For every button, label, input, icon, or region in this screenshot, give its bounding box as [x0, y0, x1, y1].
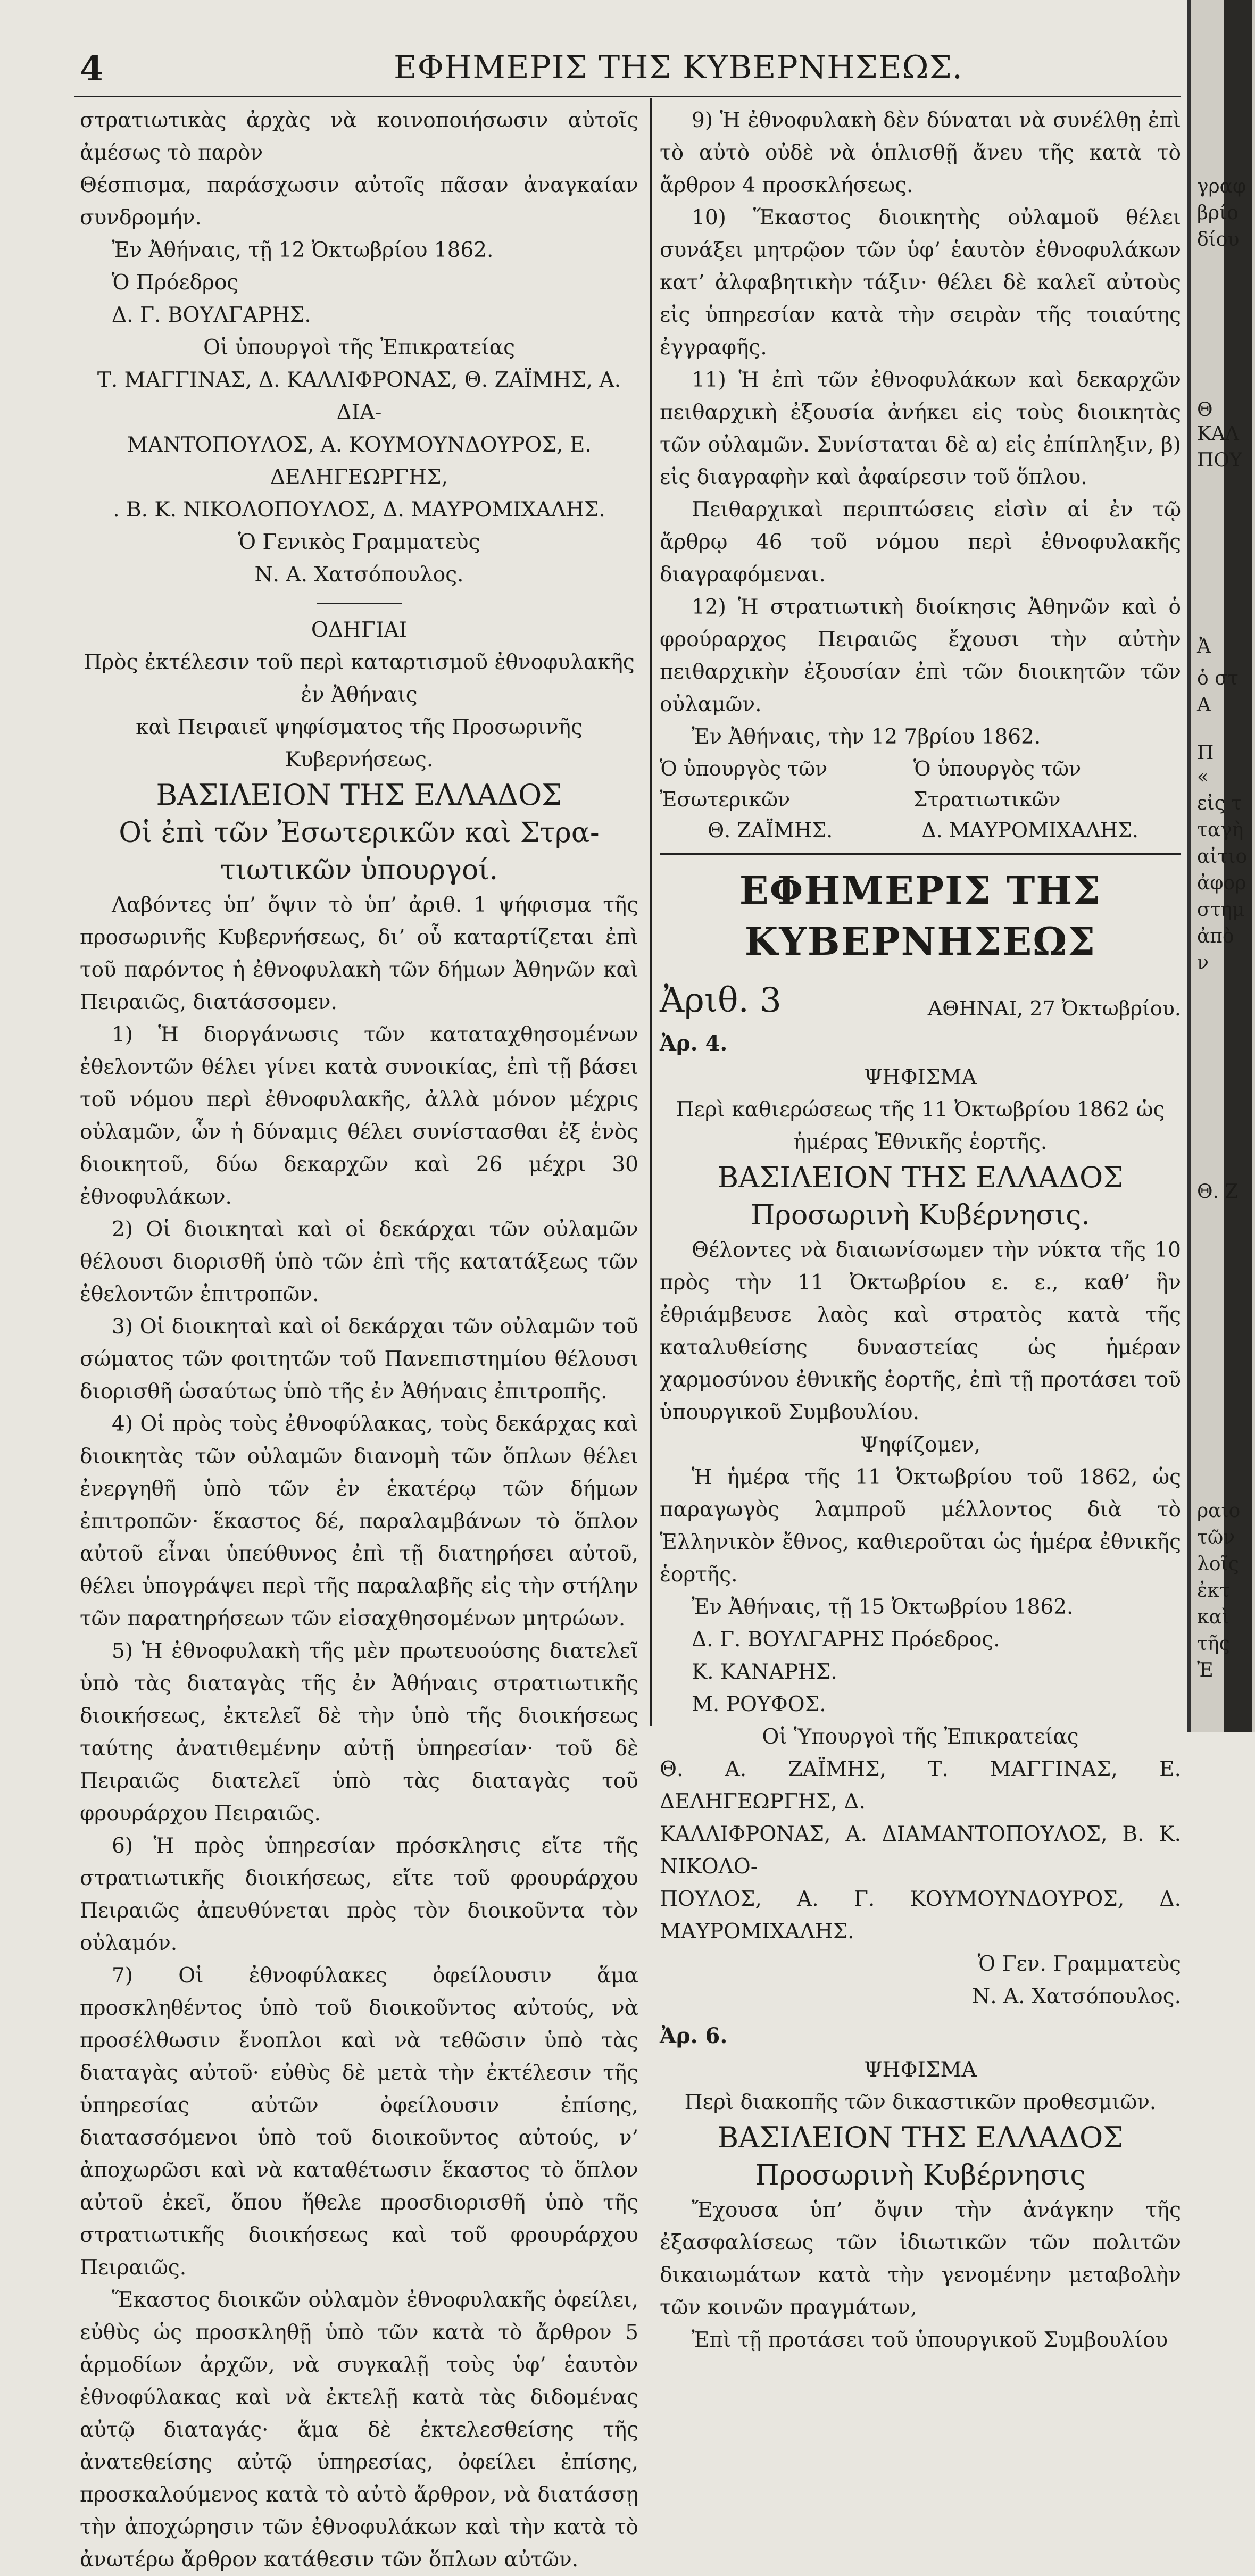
issue-row: [660, 967, 1181, 1020]
decree-sub: Περὶ καθιερώσεως τῆς 11 Ὀκτωβρίου 1862 ὡς ἡμέρας Ἐθνικῆς ἑορτῆς.: [676, 1098, 1165, 1154]
paragraph: Ἡ ἡμέρα τῆς 11 Ὀκτωβρίου τοῦ 1862, ὡς παραγωγὸς λαμπροῦ μέλλοντος διὰ τὸ Ἑλληνικὸν ἔθνος, καθιεροῦται ὡς ἡμέρα ἐθνικῆς ἑορτῆς.: [660, 1465, 1181, 1587]
instructions-heading: ΟΔΗΓΙΑΙ: [311, 618, 408, 642]
paragraph: 9) Ἡ ἐθνοφυλακὴ δὲν δύναται νὰ συνέλθῃ ἐπὶ τὸ αὐτὸ οὐδὲ νὰ ὁπλισθῇ ἄνευ τῆς κατὰ τὸ ἄρθρον 4 προσκλήσεως.: [660, 109, 1181, 197]
edge-fragment-text: αἰτιο: [1197, 846, 1248, 868]
paragraph: 3) Οἱ διοικηταὶ καὶ οἱ δεκάρχαι τῶν οὐλαμῶν τοῦ σώματος τῶν φοιτητῶν τοῦ Πανεπιστημίου θέλουσι διορισθῆ ὡσαύτως ὑπὸ τῆς ἐν Ἀθήναις ἐπιτροπῆς.: [80, 1315, 638, 1404]
government-heading: Προσωρινὴ Κυβέρνησις: [755, 2160, 1086, 2191]
decree-number: Ἀρ. 4.: [660, 1031, 728, 1056]
paragraph: Λαβόντες ὑπ’ ὄψιν τὸ ὑπ’ ἀριθ. 1 ψήφισμα τῆς προσωρινῆς Κυβερνήσεως, δι’ οὗ καταρτίζεται ἐπὶ τοῦ παρόντος ἡ ἐθνοφυλακὴ τῶν δήμων Ἀθηνῶν καὶ Πειραιῶς, διατάσσομεν.: [80, 893, 638, 1014]
paragraph: 1) Ἡ διοργάνωσις τῶν καταταχθησομένων ἐθελοντῶν θέλει γίνει κατὰ συνοικίας, ἐπὶ τῇ βάσει τοῦ νόμου περὶ ἐθνοφυλακῆς, ἀλλὰ μόνον μέχρις οὐλαμῶν, ὧν ἡ δύναμις θέλει συνίστασθαι ἐξ ἑνὸς διοικητοῦ, δύω δεκαρχῶν καὶ 26 μέχρι 30 ἐθνοφυλάκων.: [80, 1023, 638, 1209]
edge-fragment-text: ν: [1197, 952, 1209, 974]
kingdom-heading: ΒΑΣΙΛΕΙΟΝ ΤΗΣ ΕΛΛΑΔΟΣ: [717, 2121, 1124, 2154]
paragraph: 4) Οἱ πρὸς τοὺς ἐθνοφύλακας, τοὺς δεκάρχας καὶ διοικητὰς τῶν οὐλαμῶν διανομὴ τῶν ὅπλων θέλει ἐνεργηθῆ ὑπὸ τῶν ἐν ἑκατέρῳ τῶν δήμων ἐπιτροπῶν· ἕκαστος δέ, παραλαμβάνων τὸ ὅπλον αὐτοῦ εἶναι ὑπεύθυνος ἐπὶ τῇ διατηρήσει αὐτοῦ, θέλει ὑπογράψει περὶ τῆς παραλαβῆς εἰς τὴν στήλην τῶν παρατηρήσεων τῶν εἰσαχθησομένων μητρώων.: [80, 1412, 638, 1631]
section-rule: [317, 603, 402, 604]
edge-fragment-text: ΚΑΛ: [1197, 423, 1239, 445]
edge-fragment-text: ταγὴ: [1197, 819, 1244, 841]
edge-fragment-text: Ἐ: [1197, 1660, 1214, 1681]
ministers-title: Οἱ ὑπουργοὶ τῆς Ἐπικρατείας: [203, 336, 515, 360]
edge-fragment-text: Α: [1197, 694, 1211, 716]
decree-date: Ἐν Ἀθήναις, τῇ 15 Ὀκτωβρίου 1862.: [692, 1595, 1074, 1619]
decree-heading: ΨΗΦΙΣΜΑ: [864, 2058, 977, 2082]
decree-date: Ἐν Ἀθήναις, τὴν 12 7βρίου 1862.: [692, 725, 1041, 749]
minister-line: . Β. Κ. ΝΙΚΟΛΟΠΟΥΛΟΣ, Δ. ΜΑΥΡΟΜΙΧΑΛΗΣ.: [113, 498, 605, 522]
edge-fragment-text: ἀφορ: [1197, 872, 1246, 894]
paragraph: 5) Ἡ ἐθνοφυλακὴ τῆς μὲν πρωτευούσης διατελεῖ ὑπὸ τὰς διαταγὰς τῆς ἐν Ἀθήναις στρατιωτικῆς διοικήσεως, ἐκτελεῖ δὲ τὴν ὑπὸ τῆς διοικήσεως ταύτης ἀνατιθεμένην αὐτῇ ὑπηρεσίαν· τοῦ δὲ Πειραιῶς διατελεῖ ὑπὸ τὰς διαταγὰς τοῦ φρουράρχου Πειραιῶς.: [80, 1639, 638, 1825]
edge-fragment-text: Θ: [1197, 399, 1213, 421]
secretary-name: Ν. Α. Χατσόπουλος.: [972, 1985, 1181, 2008]
paragraph: Ἕκαστος διοικῶν οὐλαμὸν ἐθνοφυλακῆς ὀφείλει, εὐθὺς ὡς προσκληθῇ ὑπὸ τῶν κατὰ τὸ ἄρθρον 5 ἁρμοδίων ἀρχῶν, νὰ συγκαλῇ τοὺς ὑφ’ ἑαυτὸν ἐθνοφύλακας καὶ νὰ ἐκτελῇ κατὰ τὰς διδομένας αὐτῷ διαταγάς· ἅμα δὲ ἐκτελεσθείσης τῆς ἀνατεθείσης αὐτῷ ὑπηρεσίας, ὀφείλει ἐπίσης, προσκαλούμενος κατὰ τὸ αὐτὸ ἄρθρον, νὰ διατάσσῃ τὴν ἀποχώρησιν τῶν ἐθνοφυλάκων καὶ τὴν κατὰ τὸ ἀνωτέρω ἄρθρον κατάθεσιν τῶν ὅπλων αὐτῶν.: [80, 2288, 638, 2572]
secretary-title: Ὁ Γενικὸς Γραμματεὺς: [238, 530, 480, 554]
edge-fragment-text: ραιο: [1197, 1500, 1241, 1522]
page-title: ΕΦΗΜΕΡΙΣ ΤΗΣ ΚΥΒΕΡΝΗΣΕΩΣ.: [394, 49, 963, 86]
signature-names: [660, 815, 1181, 846]
kingdom-heading: ΒΑΣΙΛΕΙΟΝ ΤΗΣ ΕΛΛΑΔΟΣ: [156, 778, 562, 812]
signer: Μ. ΡΟΥΦΟΣ.: [692, 1693, 826, 1716]
edge-fragment-text: δίου: [1197, 229, 1240, 251]
paragraph: 12) Ἡ στρατιωτικὴ διοίκησις Ἀθηνῶν καὶ ὁ φρούραρχος Πειραιῶς ἔχουσι τὴν αὐτὴν πειθαρχικὴν ἐξουσίαν ἐπὶ τῶν διοικητῶν τῶν οὐλαμῶν.: [660, 595, 1181, 716]
paragraph: Θέλοντες νὰ διαιωνίσωμεν τὴν νύκτα τῆς 10 πρὸς τὴν 11 Ὀκτωβρίου ε. ε., καθ’ ἣν ἐθριάμβευσε λαὸς καὶ στρατὸς κατὰ τῆς καταλυθείσης δυναστείας ὡς ἡμέραν χαρμοσύνου ἐθνικῆς ἑορτῆς, ἐπὶ τῇ προτάσει τοῦ ὑπουργικοῦ Συμβουλίου.: [660, 1238, 1181, 1424]
page-number: 4: [80, 49, 104, 89]
text-line: στρατιωτικὰς ἀρχὰς νὰ κοινοποιήσωσιν αὐτοῖς ἀμέσως τὸ παρὸν: [80, 109, 638, 165]
issue-date: ΑΘΗΝΑΙ, 27 Ὀκτωβρίου.: [927, 997, 1181, 1020]
edge-fragment-text: γραφ: [1197, 176, 1246, 197]
edge-fragment-text: τῶν: [1197, 1527, 1235, 1548]
secretary-name: Ν. Α. Χατσόπουλος.: [254, 563, 464, 587]
minister-line: ΜΑΝΤΟΠΟΥΛΟΣ, Α. ΚΟΥΜΟΥΝΔΟΥΡΟΣ, Ε. ΔΕΛΗΓΕΩΡΓΗΣ,: [127, 433, 592, 489]
sig-right-title: Ὁ ὑπουργὸς τῶν Στρατιωτικῶν: [913, 757, 1082, 811]
edge-fragment-text: ὁ στ: [1197, 668, 1239, 689]
signature-titles: [660, 753, 1181, 815]
ministers-heading: τιωτικῶν ὑπουργοί.: [220, 854, 498, 886]
text-line: Θέσπισμα, παράσχωσιν αὐτοῖς πᾶσαν ἀναγκαίαν συνδρομήν.: [80, 173, 638, 230]
decree-sub: Περὶ διακοπῆς τῶν δικαστικῶν προθεσμιῶν.: [684, 2090, 1157, 2114]
paragraph: Πειθαρχικαὶ περιπτώσεις εἰσὶν αἱ ἐν τῷ ἄρθρῳ 46 τοῦ νόμου περὶ ἐθνοφυλακῆς διαγραφόμεναι.: [660, 498, 1181, 587]
paragraph: Ἔχουσα ὑπ’ ὄψιν τὴν ἀνάγκην τῆς ἐξασφαλίσεως τῶν ἰδιωτικῶν τῶν πολιτῶν δικαιωμάτων κατὰ τὴν γενομένην μεταβολὴν τῶν κοινῶν πραγμάτων,: [660, 2198, 1181, 2320]
sig-left-name: Θ. ΖΑΪΜΗΣ.: [708, 819, 833, 842]
minister-line: ΚΑΛΛΙΦΡΟΝΑΣ, Α. ΔΙΑΜΑΝΤΟΠΟΥΛΟΣ, Β. Κ. ΝΙΚΟΛΟ-: [660, 1822, 1181, 1879]
signer: Κ. ΚΑΝΑΡΗΣ.: [692, 1660, 837, 1684]
decree-word: Ψηφίζομεν,: [860, 1433, 981, 1457]
paragraph: 10) Ἕκαστος διοικητὴς οὐλαμοῦ θέλει συνάξει μητρῷον τῶν ὑφ’ ἑαυτὸν ἐθνοφυλάκων κατ’ ἀλφαβητικὴν τάξιν· θέλει δὲ καλεῖ αὐτοὺς εἰς ὑπηρεσίαν κατὰ τὴν σειρὰν τῆς τοιαύτης ἐγγραφῆς.: [660, 206, 1181, 360]
left-column: [80, 104, 638, 2576]
edge-fragment-text: ἀπὸ: [1197, 926, 1234, 947]
paragraph: 2) Οἱ διοικηταὶ καὶ οἱ δεκάρχαι τῶν οὐλαμῶν θέλουσι διορισθῆ ὑπὸ τῶν ἐπὶ τῆς κατατάξεως τῶν ἐθελοντῶν ἐπιτροπῶν.: [80, 1218, 638, 1306]
ministers-title: Οἱ Ὑπουργοὶ τῆς Ἐπικρατείας: [762, 1725, 1079, 1749]
edge-fragment-text: λοῖς: [1197, 1553, 1239, 1575]
edge-fragment-text: Θ. Ζ: [1197, 1181, 1239, 1203]
column-divider: [650, 98, 652, 1726]
president-title: Ὁ Πρόεδρος: [112, 271, 239, 295]
sig-right-name: Δ. ΜΑΥΡΟΜΙΧΑΛΗΣ.: [921, 819, 1138, 842]
edge-fragment-text: ΠΟΥ: [1197, 449, 1242, 471]
decree-date: Ἐν Ἀθήναις, τῇ 12 Ὀκτωβρίου 1862.: [112, 238, 494, 262]
edge-fragment-text: Π: [1197, 742, 1214, 764]
edge-fragment-text: «: [1197, 766, 1209, 788]
decree-number: Ἀρ. 6.: [660, 2023, 728, 2048]
right-column: [660, 104, 1181, 2356]
paragraph: 11) Ἡ ἐπὶ τῶν ἐθνοφυλάκων καὶ δεκαρχῶν πειθαρχικὴ ἐξουσία ἀνήκει εἰς τοὺς διοικητὰς τῶν οὐλαμῶν. Συνίσταται δὲ α) εἰς ἐπίπληξιν, β) εἰς διαγραφὴν καὶ ἀφαίρεσιν τοῦ ὅπλου.: [660, 368, 1181, 489]
edge-fragment-text: εἰς τ: [1197, 793, 1242, 814]
president-name: Δ. Γ. ΒΟΥΛΓΑΡΗΣ.: [112, 303, 311, 327]
issue-number: Ἀριθ. 3: [660, 981, 782, 1020]
instructions-sub: Πρὸς ἐκτέλεσιν τοῦ περὶ καταρτισμοῦ ἐθνοφυλακῆς ἐν Ἀθήναις: [84, 651, 635, 707]
edge-fragment-text: βρίο: [1197, 202, 1239, 224]
minister-line: ΠΟΥΛΟΣ, Α. Γ. ΚΟΥΜΟΥΝΔΟΥΡΟΣ, Δ. ΜΑΥΡΟΜΙΧΑΛΗΣ.: [660, 1887, 1181, 1944]
gazette-title: ΕΦΗΜΕΡΙΣ ΤΗΣ ΚΥΒΕΡΝΗΣΕΩΣ: [739, 868, 1102, 964]
edge-fragment-text: Ἀ: [1197, 636, 1211, 657]
minister-line: Τ. ΜΑΓΓΙΝΑΣ, Δ. ΚΑΛΛΙΦΡΟΝΑΣ, Θ. ΖΑΪΜΗΣ, Α. ΔΙΑ-: [97, 368, 621, 424]
kingdom-heading: ΒΑΣΙΛΕΙΟΝ ΤΗΣ ΕΛΛΑΔΟΣ: [717, 1161, 1124, 1194]
edge-fragment-text: ἐκτ: [1197, 1580, 1230, 1602]
government-heading: Προσωρινὴ Κυβέρνησις.: [751, 1199, 1090, 1231]
instructions-sub: καὶ Πειραιεῖ ψηφίσματος τῆς Προσωρινῆς Κυβερνήσεως.: [136, 715, 583, 772]
paragraph: Ἐπὶ τῇ προτάσει τοῦ ὑπουργικοῦ Συμβουλίου: [692, 2328, 1168, 2352]
paragraph: 7) Οἱ ἐθνοφύλακες ὀφείλουσιν ἅμα προσκληθέντος ὑπὸ τοῦ διοικοῦντος αὐτούς, νὰ προσέλθωσιν ἔνοπλοι καὶ νὰ τεθῶσιν ὑπὸ τὰς διαταγὰς αὐτοῦ· εὐθὺς δὲ μετὰ τὴν ἐκτέλεσιν τῆς ὑπηρεσίας αὐτῶν ὀφείλουσιν ἐπίσης, διατασσόμενοι ὑπὸ τοῦ διοικοῦντος αὐτούς, ν’ ἀποχωρῶσι καὶ νὰ καταθέτωσιν ἕκαστος τὸ ὅπλον αὐτοῦ ἐκεῖ, ὅπου ἤθελε προσδιορισθῆ ὑπὸ τῆς στρατιωτικῆς διοικήσεως καὶ τοῦ φρουράρχου Πειραιῶς.: [80, 1964, 638, 2280]
edge-fragment-text: στημ: [1197, 899, 1245, 921]
signer: Δ. Γ. ΒΟΥΛΓΑΡΗΣ Πρόεδρος.: [692, 1628, 1000, 1652]
decree-heading: ΨΗΦΙΣΜΑ: [864, 1065, 977, 1089]
paragraph: 6) Ἡ πρὸς ὑπηρεσίαν πρόσκλησις εἴτε τῆς στρατιωτικῆς διοικήσεως, εἴτε τοῦ φρουράρχου Πειραιῶς ἀπευθύνεται πρὸς τὸν διοικοῦντα τὸν οὐλαμόν.: [80, 1834, 638, 1955]
minister-line: Θ. Α. ΖΑΪΜΗΣ, Τ. ΜΑΓΓΙΝΑΣ, Ε. ΔΕΛΗΓΕΩΡΓΗΣ, Δ.: [660, 1757, 1181, 1814]
sig-left-title: Ὁ ὑπουργὸς τῶν Ἐσωτερικῶν: [660, 757, 828, 811]
edge-fragment-text: τῆς: [1197, 1633, 1230, 1655]
header-rule: [74, 96, 1181, 97]
secretary-title: Ὁ Γεν. Γραμματεὺς: [977, 1952, 1181, 1976]
section-rule: [660, 853, 1181, 855]
ministers-heading: Οἱ ἐπὶ τῶν Ἐσωτερικῶν καὶ Στρα-: [119, 817, 600, 849]
edge-fragment-text: καὶ: [1197, 1606, 1229, 1628]
